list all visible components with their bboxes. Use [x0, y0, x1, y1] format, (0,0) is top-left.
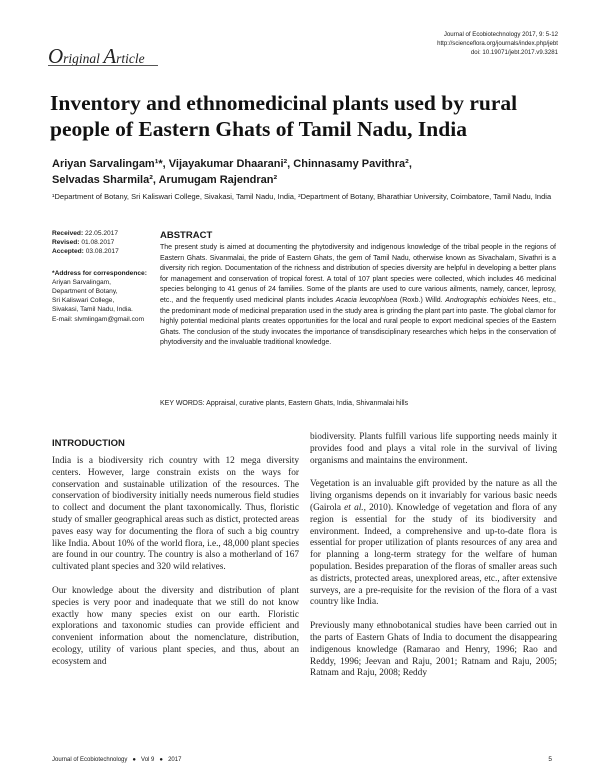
- intro-paragraph-1: India is a biodiversity rich country with 12 mega diversity centers. However, large constrain exists on the ways for conservation and sustainable utilization of the resources. The conservation of biodiversity initially needs numerous field studies to collect and document the plant taxonomically. Thus, floristic study of smaller geographical areas such as distict, protected areas paves easy way for documenting the flora of such a big country like India. About 10% of the world flora, i.e., 48,000 plant species are found in our country. The country is also a motherland of 167 cultivated plant species and 320 wild relatives.: [52, 456, 299, 573]
- article-title: Inventory and ethnomedicinal plants used by rural people of Eastern Ghats of Tamil Nadu, India: [50, 91, 518, 141]
- journal-info: [318, 30, 558, 58]
- abstract-heading: ABSTRACT: [160, 230, 213, 241]
- header-rule: [48, 65, 158, 66]
- accepted-date: Accepted: 03.08.2017: [52, 248, 119, 256]
- affiliations: ¹Department of Botany, Sri Kaliswari College, Sivakasi, Tamil Nadu, India, ²Department of Botany, Bharathiar University, Coimbatore, Tamil Nadu, India: [52, 192, 552, 201]
- article-type: Original Article: [48, 44, 145, 68]
- correspondence-dept: Department of Botany,: [52, 288, 118, 296]
- page-number: 5: [548, 756, 552, 763]
- correspondence-place: Sivakasi, Tamil Nadu, India.: [52, 306, 133, 314]
- correspondence-name: Ariyan Sarvalingam,: [52, 278, 112, 286]
- intro-paragraph-5: Previously many ethnobotanical studies have been carried out in the parts of Eastern Ghats of India to document the disappearing indigenous knowledge (Ramarao and Henry, 1996; Rao and Reddy, 1996; Jeevan and Raju, 2001; Ratnam and Raju, 2005; Ratnam and Raju, 2008; Reddy: [310, 621, 557, 679]
- keywords-label: KEY WORDS:: [160, 400, 205, 407]
- keywords: [160, 399, 556, 409]
- introduction-heading: INTRODUCTION: [52, 438, 125, 449]
- journal-doi[interactable]: doi: 10.19071/jebt.2017.v9.3281: [470, 49, 558, 57]
- journal-citation: Journal of Ecobiotechnology 2017, 9: 5-12: [443, 31, 558, 38]
- body-column-left: [52, 456, 299, 681]
- journal-url[interactable]: http://scienceflora.org/journals/index.php/jebt: [437, 40, 558, 48]
- correspondence-heading: *Address for correspondence:: [52, 269, 147, 277]
- keywords-text: Appraisal, curative plants, Eastern Ghats, India, Shivanmalai hills: [204, 400, 409, 407]
- intro-paragraph-3: biodiversity. Plants fulfill various life supporting needs mainly it provides food and plays a vital role in the survival of living organisms and maintains the environment.: [310, 432, 557, 466]
- abstract-text: The present study is aimed at documenting the phytodiversity and indigenous knowledge of the tribal people in the regions of Eastern Ghats. Sivanmalai, the pride of Eastern Ghats, the gem of Tamil Nadu, otherwise known as Sivachalam, Sivathri is a diversity rich region. Documentation of the richness and distribution of species diversity are helpful in developing a better plans for management and conservation of tropical forest. A total of 107 plant species were collected, which includes 46 medicinal species belonging to 41 genus of 24 families. Some of the plants are used to cure various ailments, namely, cancer, leprosy, etc., and the frequently used medicinal plants includes Acacia leucophloea (Roxb.) Willd. Andrographis echioides Nees, etc., the predominant mode of medicinal preparation used in the study area is grinding the plant part into paste. The global clamor for highly potential medicinal plants creates opportunities for the local and rural people to export medicinal species of the Eastern Ghats. The conclusion of the study invocates the importance of transdisciplinary researches which helps in the conservation of phytodiversity and the invaluable traditional knowledge.: [160, 244, 556, 347]
- correspondence-email[interactable]: E-mail: slvmlingam@gmail.com: [52, 315, 145, 323]
- intro-paragraph-4: Vegetation is an invaluable gift provided by the nature as all the living organisms depends on it invariably for various basic needs (Gairola et al., 2010). Knowledge of vegetation and flora of any region is essential for the study of its biodiversity and environment. Indeed, a comprehensive and up-to-date flora is essential for proper utilization of plants resources of any area and for planning a long-term strategy for the welfare of human population. Besides preparation of the floras of smaller areas such as districts, protected areas, unexplored areas, etc., after extensive surveys, are a pre-requisite for the revision of the flora of a vast country like India.: [310, 479, 557, 608]
- authors-line-2: Selvadas Sharmila², Arumugam Rajendran²: [52, 174, 278, 186]
- body-column-right: [310, 432, 557, 692]
- revised-date: Revised: 01.08.2017: [52, 239, 115, 247]
- received-date: Received: 22.05.2017: [52, 230, 119, 237]
- correspondence-college: Sri Kaliswari College,: [52, 297, 115, 305]
- author-list: [52, 156, 552, 188]
- authors-line-1: Ariyan Sarvalingam¹*, Vijayakumar Dhaarani², Chinnasamy Pavithra²,: [52, 158, 412, 170]
- footer-journal: Journal of Ecobiotechnology ● Vol 9 ● 2017: [52, 757, 182, 763]
- abstract: [160, 230, 556, 349]
- intro-paragraph-2: Our knowledge about the diversity and distribution of plant species is very poor and inadequate that we still do not know exactly how many species exist on our earth. Floristic explorations and taxonomic studies can provide efficient and convenient information about the nomenclature, distribution, ecology, utility of various plant species, and thus, about an ecosystem and: [52, 585, 299, 667]
- article-meta: [52, 229, 154, 324]
